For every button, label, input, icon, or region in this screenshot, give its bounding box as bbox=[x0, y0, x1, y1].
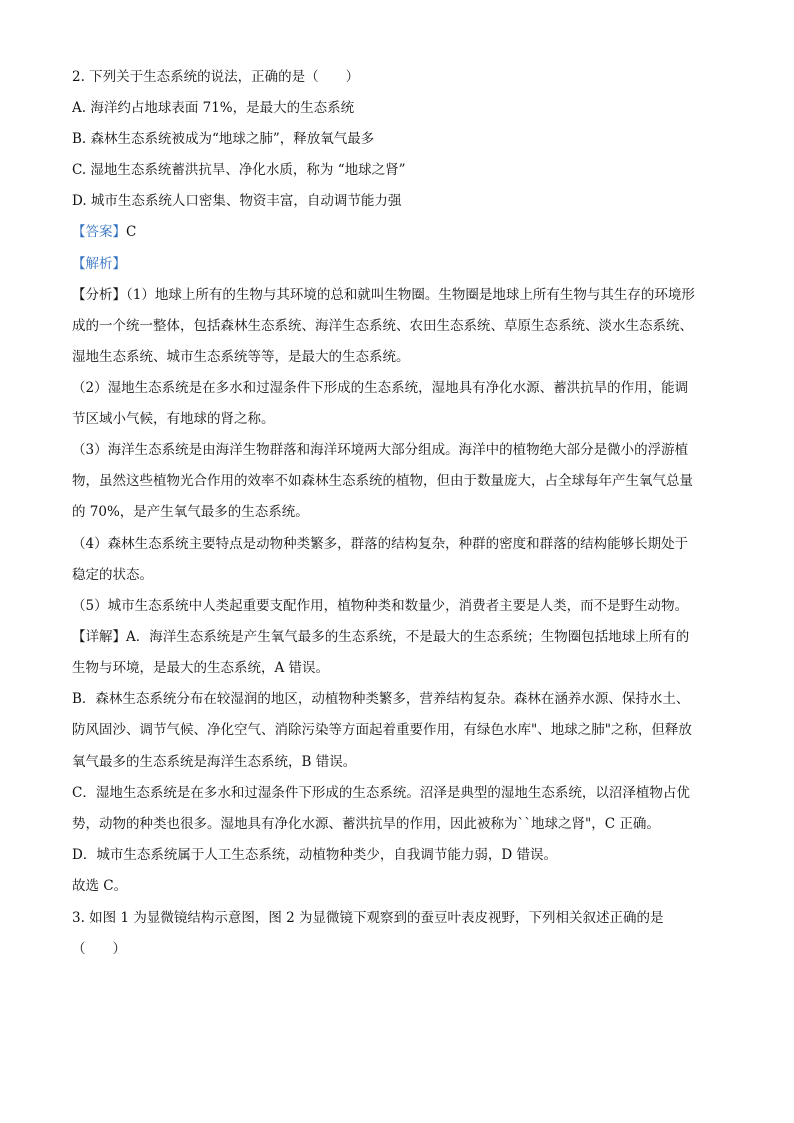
fenxi-4-line-1: （4）森林生态系统主要特点是动物种类繁多，群落的结构复杂，种群的密度和群落的结构能够长期处于 bbox=[72, 536, 689, 552]
xiangjie-a-text: A．海洋生态系统是产生氧气最多的生态系统，不是最大的生态系统；生物圈包括地球上所有的 bbox=[126, 629, 690, 645]
fenxi-4-line-2: 稳定的状态。 bbox=[72, 567, 153, 583]
fenxi-1-text: （1）地球上所有的生物与其环境的总和就叫生物圈。生物圈是地球上所有生物与其生存的环境形 bbox=[126, 287, 695, 303]
xiangjie-b-line-2: 防风固沙、调节气候、净化空气、消除污染等方面起着重要作用，有绿色水库"、地球之肺"之称，但释放 bbox=[72, 722, 692, 738]
xiangjie-tag: 【详解】 bbox=[72, 629, 126, 645]
question-2-stem: 2. 下列关于生态系统的说法，正确的是（ ） bbox=[72, 69, 360, 85]
answer-tag: 【答案】 bbox=[72, 224, 126, 240]
option-d: D. 城市生态系统人口密集、物资丰富，自动调节能力强 bbox=[72, 193, 402, 209]
question-3-stem-line-1: 3. 如图 1 为显微镜结构示意图，图 2 为显微镜下观察到的蚕豆叶表皮视野，下列相关叙述正确的是 bbox=[72, 910, 664, 926]
fenxi-1-line-3: 湿地生态系统、城市生态系统等等，是最大的生态系统。 bbox=[72, 349, 410, 365]
option-c: C. 湿地生态系统蓄洪抗旱、净化水质，称为 “地球之肾” bbox=[72, 162, 406, 178]
fenxi-1-line-1 bbox=[72, 285, 722, 305]
option-a: A. 海洋约占地球表面 71%，是最大的生态系统 bbox=[72, 100, 355, 116]
fenxi-3-line-3: 的 70%，是产生氧气最多的生态系统。 bbox=[72, 504, 309, 520]
xiangjie-b-line-1: B．森林生态系统分布在较湿润的地区，动植物种类繁多，营养结构复杂。森林在涵养水源、保持水土、 bbox=[72, 691, 690, 707]
fenxi-2-line-2: 节区域小气候，有地球的肾之称。 bbox=[72, 411, 275, 427]
xiangjie-c-line-2: 势，动物的种类也很多。湿地具有净化水源、蓄洪抗旱的作用，因此被称为``地球之肾"，C 正确。 bbox=[72, 816, 660, 832]
fenxi-3-line-2: 物，虽然这些植物光合作用的效率不如森林生态系统的植物，但由于数量庞大，占全球每年产生氧气总量 bbox=[72, 473, 693, 489]
fenxi-2-line-1: （2）湿地生态系统是在多水和过湿条件下形成的生态系统，湿地具有净化水源、蓄洪抗旱的作用，能调 bbox=[72, 380, 689, 396]
xiangjie-d-line-1: D．城市生态系统属于人工生态系统，动植物种类少，自我调节能力弱，D 错误。 bbox=[72, 847, 557, 863]
fenxi-tag: 【分析】 bbox=[72, 287, 126, 303]
xiangjie-a-line-2: 生物与环境，是最大的生态系统，A 错误。 bbox=[72, 660, 330, 676]
fenxi-1-line-2: 成的一个统一整体，包括森林生态系统、海洋生态系统、农田生态系统、草原生态系统、淡水生态系统、 bbox=[72, 318, 693, 334]
question-3-stem-line-2: （ ） bbox=[72, 941, 126, 957]
fenxi-5-line-1: （5）城市生态系统中人类起重要支配作用，植物种类和数量少，消费者主要是人类，而不是野生动物。 bbox=[72, 598, 689, 614]
fenxi-3-line-1: （3）海洋生态系统是由海洋生物群落和海洋环境两大部分组成。海洋中的植物绝大部分是微小的浮游植 bbox=[72, 442, 689, 458]
xiangjie-c-line-1: C．湿地生态系统是在多水和过湿条件下形成的生态系统。沼泽是典型的湿地生态系统，以沼泽植物占优 bbox=[72, 785, 690, 801]
option-b: B. 森林生态系统被成为“地球之肺”，释放氧气最多 bbox=[72, 131, 375, 147]
analysis-tag bbox=[72, 254, 722, 274]
xiangjie-b-line-3: 氧气最多的生态系统是海洋生态系统，B 错误。 bbox=[72, 754, 357, 770]
final-choice: 故选 C。 bbox=[72, 878, 128, 894]
analysis-tag-text: 【解析】 bbox=[72, 256, 126, 272]
answer-line bbox=[72, 222, 722, 242]
xiangjie-a-line-1 bbox=[72, 627, 722, 647]
answer-value: C bbox=[126, 224, 137, 240]
